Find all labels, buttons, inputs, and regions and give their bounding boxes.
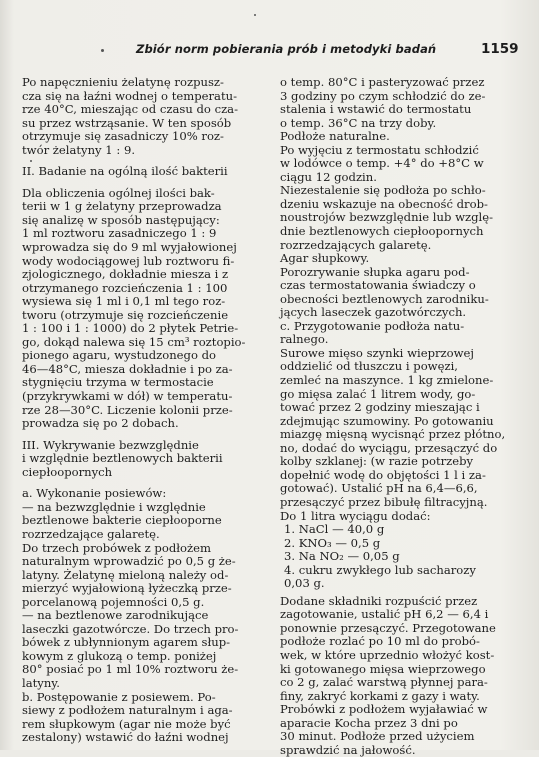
- ingredient-item: 0,03 g.: [284, 576, 325, 591]
- text-line: czas termostatowania świadczy o: [280, 278, 476, 293]
- text-line: ponownie przesączyć. Przegotowane: [280, 620, 496, 635]
- text-line: wody wodociągowej lub roztworu fi-: [22, 253, 235, 268]
- text-line: Do trzech probówek z podłożem: [22, 540, 211, 555]
- text-line: ki gotowanego mięsa wieprzowego: [280, 661, 486, 676]
- text-line: a. Wykonanie posiewów:: [22, 486, 167, 501]
- text-line: cza się na łaźni wodnej o temperatu-: [22, 88, 237, 103]
- text-line: o temp. 80°C i pasteryzować przez: [280, 75, 485, 89]
- text-line: — na bezwzględnie i względnie: [22, 499, 206, 514]
- text-line: rze 28—30°C. Liczenie kolonii prze-: [22, 402, 233, 417]
- text-line: Probówki z podłożem wyjaławiać w: [280, 702, 488, 717]
- text-line: kolby szklanej: (w razie potrzeby: [280, 454, 474, 469]
- text-line: zdejmując szumowiny. Po gotowaniu: [280, 413, 494, 428]
- text-line: obecności beztlenowych zarodniku-: [280, 291, 489, 306]
- text-line: co 2 g, zalać warstwą płynnej para-: [280, 675, 488, 690]
- paragraph-preparation: [280, 595, 528, 757]
- text-line: otrzymanego rozcieńczenia 1 : 100: [22, 280, 228, 295]
- text-line: zemleć na maszynce. 1 kg zmielone-: [280, 373, 494, 388]
- subheading-natural-medium: Podłoże naturalne.: [280, 129, 390, 144]
- text-line: Po wyjęciu z termostatu schłodzić: [280, 142, 479, 157]
- text-line: ralnego.: [280, 332, 329, 347]
- text-line: rze 40°C, mieszając od czasu do cza-: [22, 102, 239, 117]
- text-line: no, dodać do wyciągu, przesączyć do: [280, 440, 498, 455]
- ingredient-item: 4. cukru zwykłego lub sacharozy: [284, 562, 476, 577]
- text-line: się analizę w sposób następujący:: [22, 212, 220, 227]
- text-line: gotować). Ustalić pH na 6,4—6,6,: [280, 481, 478, 496]
- text-line: przesączyć przez bibułę filtracyjną.: [280, 494, 488, 509]
- text-line: b. Postępowanie z posiewem. Po-: [22, 689, 216, 704]
- right-column: [280, 76, 528, 757]
- text-line: twór żelatyny 1 : 9.: [22, 142, 136, 157]
- text-line: Do 1 litra wyciągu dodać:: [280, 508, 431, 523]
- paragraph-pasteurization: [280, 76, 528, 130]
- text-line: tworu (otrzymuje się rozcieńczenie: [22, 307, 229, 322]
- text-line: jących laseczek gazotwórczych.: [280, 305, 467, 320]
- paragraph-gelatin-dissolution: [22, 76, 266, 157]
- text-line: pionego agaru, wystudzonego do: [22, 348, 217, 363]
- text-line: otrzymuje się zasadniczy 10% roz-: [22, 129, 224, 144]
- text-line: rem słupkowym (agar nie może być: [22, 716, 231, 731]
- text-line: podłoże rozlać po 10 ml do probó-: [280, 634, 480, 649]
- text-line: — na beztlenowe zarodnikujące: [22, 608, 209, 623]
- paragraph-total-bacteria: [22, 187, 266, 431]
- text-line: wysiewa się 1 ml i 0,1 ml tego roz-: [22, 294, 226, 309]
- text-line: Agar słupkowy.: [280, 251, 370, 266]
- paragraph-interpretation: [280, 144, 528, 523]
- text-line: porcelanową pojemności 0,5 g.: [22, 594, 205, 609]
- print-speck: [101, 49, 104, 52]
- print-speck: [254, 14, 256, 16]
- text-line: latyny. Żelatynę mieloną należy od-: [22, 567, 229, 582]
- text-line: rozrzedzających galaretę.: [280, 237, 432, 252]
- text-line: zagotowanie, ustalić pH 6,2 — 6,4 i: [280, 607, 489, 622]
- left-column: [22, 76, 266, 745]
- page-header: [0, 42, 539, 62]
- heading-line: III. Wykrywanie bezwzględnie: [22, 437, 199, 452]
- text-line: siewy z podłożem naturalnym i aga-: [22, 703, 233, 718]
- text-line: aparacie Kocha przez 3 dni po: [280, 715, 458, 730]
- text-line: dopełnić wodę do objętości 1 l i za-: [280, 467, 486, 482]
- ingredient-item: 1. NaCl — 40,0 g: [284, 522, 385, 537]
- text-line: finy, zakryć korkami z gazy i waty.: [280, 688, 480, 703]
- text-line: noustrojów bezwzględnie lub wzglę-: [280, 210, 494, 225]
- text-line: Po napęcznieniu żelatynę rozpusz-: [22, 75, 224, 89]
- text-line: rozrzedzające galaretę.: [22, 526, 160, 541]
- text-line: Dodane składniki rozpuścić przez: [280, 593, 478, 608]
- text-line: mierzyć wyjałowioną łyżeczką prze-: [22, 581, 232, 596]
- text-line: 30 minut. Podłoże przed użyciem: [280, 729, 475, 744]
- section-heading-3: [22, 439, 266, 480]
- text-line: stygnięciu trzyma w termostacie: [22, 375, 214, 390]
- text-line: Niezestalenie się podłoża po schło-: [280, 183, 486, 198]
- text-line: zjologicznego, dokładnie miesza i z: [22, 267, 229, 282]
- text-line: su przez wstrząsanie. W ten sposób: [22, 115, 232, 130]
- text-line: tować przez 2 godziny mieszając i: [280, 400, 480, 415]
- text-line: kowym z glukozą o temp. poniżej: [22, 648, 217, 663]
- text-line: dzeniu wskazuje na obecność drob-: [280, 196, 488, 211]
- text-line: ciągu 12 godzin.: [280, 169, 377, 184]
- text-line: Dla obliczenia ogólnej ilości bak-: [22, 185, 215, 200]
- text-line: zestalony) wstawić do łaźni wodnej: [22, 730, 229, 745]
- page-number: 1159: [481, 41, 519, 57]
- text-line: 3 godziny po czym schłodzić do ze-: [280, 88, 486, 103]
- text-line: terii w 1 g żelatyny przeprowadza: [22, 199, 222, 214]
- text-line: oddzielić od tłuszczu i powęzi,: [280, 359, 458, 374]
- text-line: latyny.: [22, 675, 60, 690]
- print-speck: [30, 160, 32, 162]
- ingredient-item: 2. KNO₃ — 0,5 g: [284, 535, 381, 550]
- text-line: Porozrywanie słupka agaru pod-: [280, 264, 470, 279]
- text-line: wek, w które uprzednio włożyć kost-: [280, 647, 495, 662]
- text-line: miazgę mięsną wycisnąć przez płótno,: [280, 427, 506, 442]
- text-line: bówek z ubłynnionym agarem słup-: [22, 635, 231, 650]
- text-line: w lodówce o temp. +4° do +8°C w: [280, 156, 484, 171]
- text-line: go, dokąd nalewa się 15 cm³ roztopio-: [22, 334, 246, 349]
- text-line: naturalnym wprowadzić po 0,5 g że-: [22, 554, 236, 569]
- text-line: sprawdzić na jałowość.: [280, 742, 416, 757]
- heading-line: ciepłoopornych: [22, 464, 113, 479]
- heading-line: i względnie beztlenowych bakterii: [22, 451, 223, 466]
- paragraph-anaerobes: [22, 487, 266, 744]
- text-line: 1 : 100 i 1 : 1000) do 2 płytek Petrie-: [22, 321, 239, 336]
- text-line: 80° posiać po 1 ml 10% roztworu że-: [22, 662, 239, 677]
- text-line: (przykrywkami w dół) w temperatu-: [22, 389, 233, 404]
- text-line: 1 ml roztworu zasadniczego 1 : 9: [22, 226, 217, 241]
- text-line: laseczki gazotwórcze. Do trzech pro-: [22, 621, 239, 636]
- text-line: c. Przygotowanie podłoża natu-: [280, 318, 465, 333]
- running-title: Zbiór norm pobierania prób i metodyki badań: [136, 42, 437, 56]
- text-line: o temp. 36°C na trzy doby.: [280, 115, 437, 130]
- text-line: stalenia i wstawić do termostatu: [280, 102, 472, 117]
- text-line: dnie beztlenowych ciepłoopornych: [280, 224, 484, 239]
- text-line: beztlenowe bakterie ciepłooporne: [22, 513, 222, 528]
- ingredient-list: [280, 523, 528, 591]
- text-line: wprowadza się do 9 ml wyjałowionej: [22, 240, 237, 255]
- text-line: Surowe mięso szynki wieprzowej: [280, 345, 474, 360]
- text-line: go mięsa zalać 1 litrem wody, go-: [280, 386, 476, 401]
- section-heading-2: II. Badanie na ogólną ilość bakterii: [22, 164, 228, 179]
- text-line: 46—48°C, miesza dokładnie i po za-: [22, 361, 233, 376]
- ingredient-item: 3. Na NO₂ — 0,05 g: [284, 549, 400, 564]
- text-line: prowadza się po 2 dobach.: [22, 416, 179, 431]
